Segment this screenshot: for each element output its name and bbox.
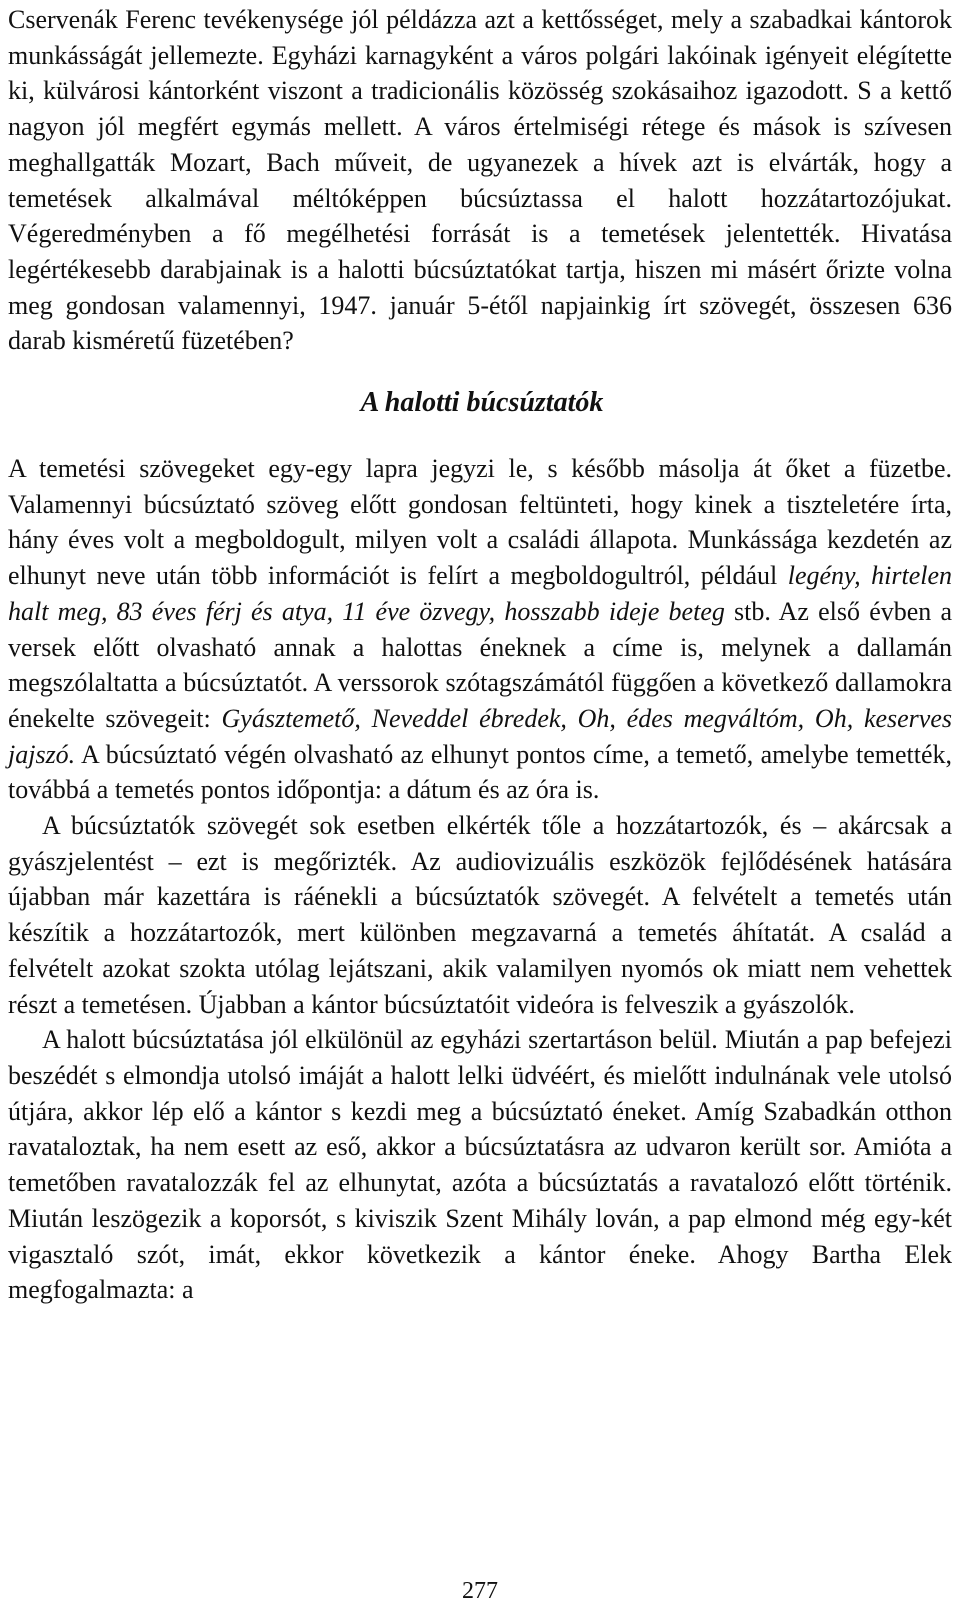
document-page [8, 2, 952, 1562]
text-run: A temetési szövegeket egy-egy lapra jegyzi le, s később másolja át őket a füzetbe. Valamennyi búcsúztató szöveg előtt gondosan feltünteti, hogy kinek a tiszteletére írta, hány éves volt a megboldogult, milyen volt a családi állapota. Munkássága kezdetén az elhunyt neve után több információt is felírt a megboldogultról, például [8, 454, 952, 591]
text-run: stb. Az első évben a versek előtt olvasható annak a halottas éneknek a címe is, melynek a dallamán megszólaltatta a búcsúztatót. A verssorok szótagszámától függően a következő dallamokra énekelte szövegeit: [8, 596, 952, 733]
text-run: A búcsúztató végén olvasható az elhunyt pontos címe, a temető, amelybe temették, továbbá a temetés pontos időpontja: a dátum és az óra is. [8, 739, 952, 805]
paragraph-texts-description [8, 451, 952, 808]
paragraph-ceremony: A halott búcsúztatása jól elkülönül az egyházi szertartáson belül. Miután a pap befejezi beszédét s elmondja utolsó imáját a halott lelki üdvéért, és mielőtt indulnának vele utolsó útjára, akkor lép elő a kántor s kezdi meg a búcsúztató éneket. Amíg Szabadkán otthon ravataloztak, ha nem esett az eső, akkor a búcsúztatásra az udvaron került sor. Amióta a temetőben ravatalozzák fel az elhunytat, azóta a búcsúztatás a ravatalozó előtt történik. Miután leszögezik a koporsót, s kiviszik Szent Mihály lován, a pap elmond még egy-két vigasztaló szót, imát, ekkor következik a kántor éneke. Ahogy Bartha Elek megfogalmazta: a [8, 1025, 952, 1305]
page-number: 277 [462, 1578, 498, 1604]
paragraph-intro: Cservenák Ferenc tevékenysége jól példázza azt a kettősséget, mely a szabadkai kántorok munkásságát jellemezte. Egyházi karnagyként a város polgári lakóinak igényeit elégítette ki, külvárosi kántorként viszont a tradicionális közösség szokásaihoz igazodott. S a kettő nagyon jól megfért egymás mellett. A város értelmiségi rétege és mások is szívesen meghallgatták Mozart, Bach műveit, de ugyanezek a hívek azt is elvárták, hogy a temetések alkalmával méltóképpen búcsúztassa el halott hozzátartozójukat. Végeredményben a fő megélhetési forrását is a temetések jelentették. Hivatása legértékesebb darabjainak is a halotti búcsúztatókat tartja, hiszen mi másért őrizte volna meg gondosan valamennyi, 1947. január 5-étől napjainkig írt szövegét, összesen 636 darab kisméretű füzetében? [8, 5, 952, 356]
italic-run: legény, hirtelen halt meg, 83 éves férj és atya, 11 éve özvegy, hosszabb ideje beteg [8, 561, 952, 626]
italic-run: Gyásztemető, Neveddel ébredek, Oh, édes megváltóm, Oh, keserves jajszó. [8, 703, 952, 769]
paragraph-recordings: A búcsúztatók szövegét sok esetben elkérték tőle a hozzátartozók, és – akárcsak a gyászjelentést – ezt is megőrizték. Az audiovizuális eszközök fejlődésének hatására újabban már kazettára is ráénekli a búcsúztatók szövegét. A felvételt a temetés után készítik a hozzátartozók, mert különben megzavarná a temetés áhítatát. A család a felvételt azokat szokta utólag lejátszani, akik valamilyen nyomós ok miatt nem vehettek részt a temetésen. Újabban a kántor búcsúztatóit videóra is felveszik a gyászolók. [8, 811, 952, 1019]
section-heading: A halotti búcsúztatók [360, 387, 604, 419]
